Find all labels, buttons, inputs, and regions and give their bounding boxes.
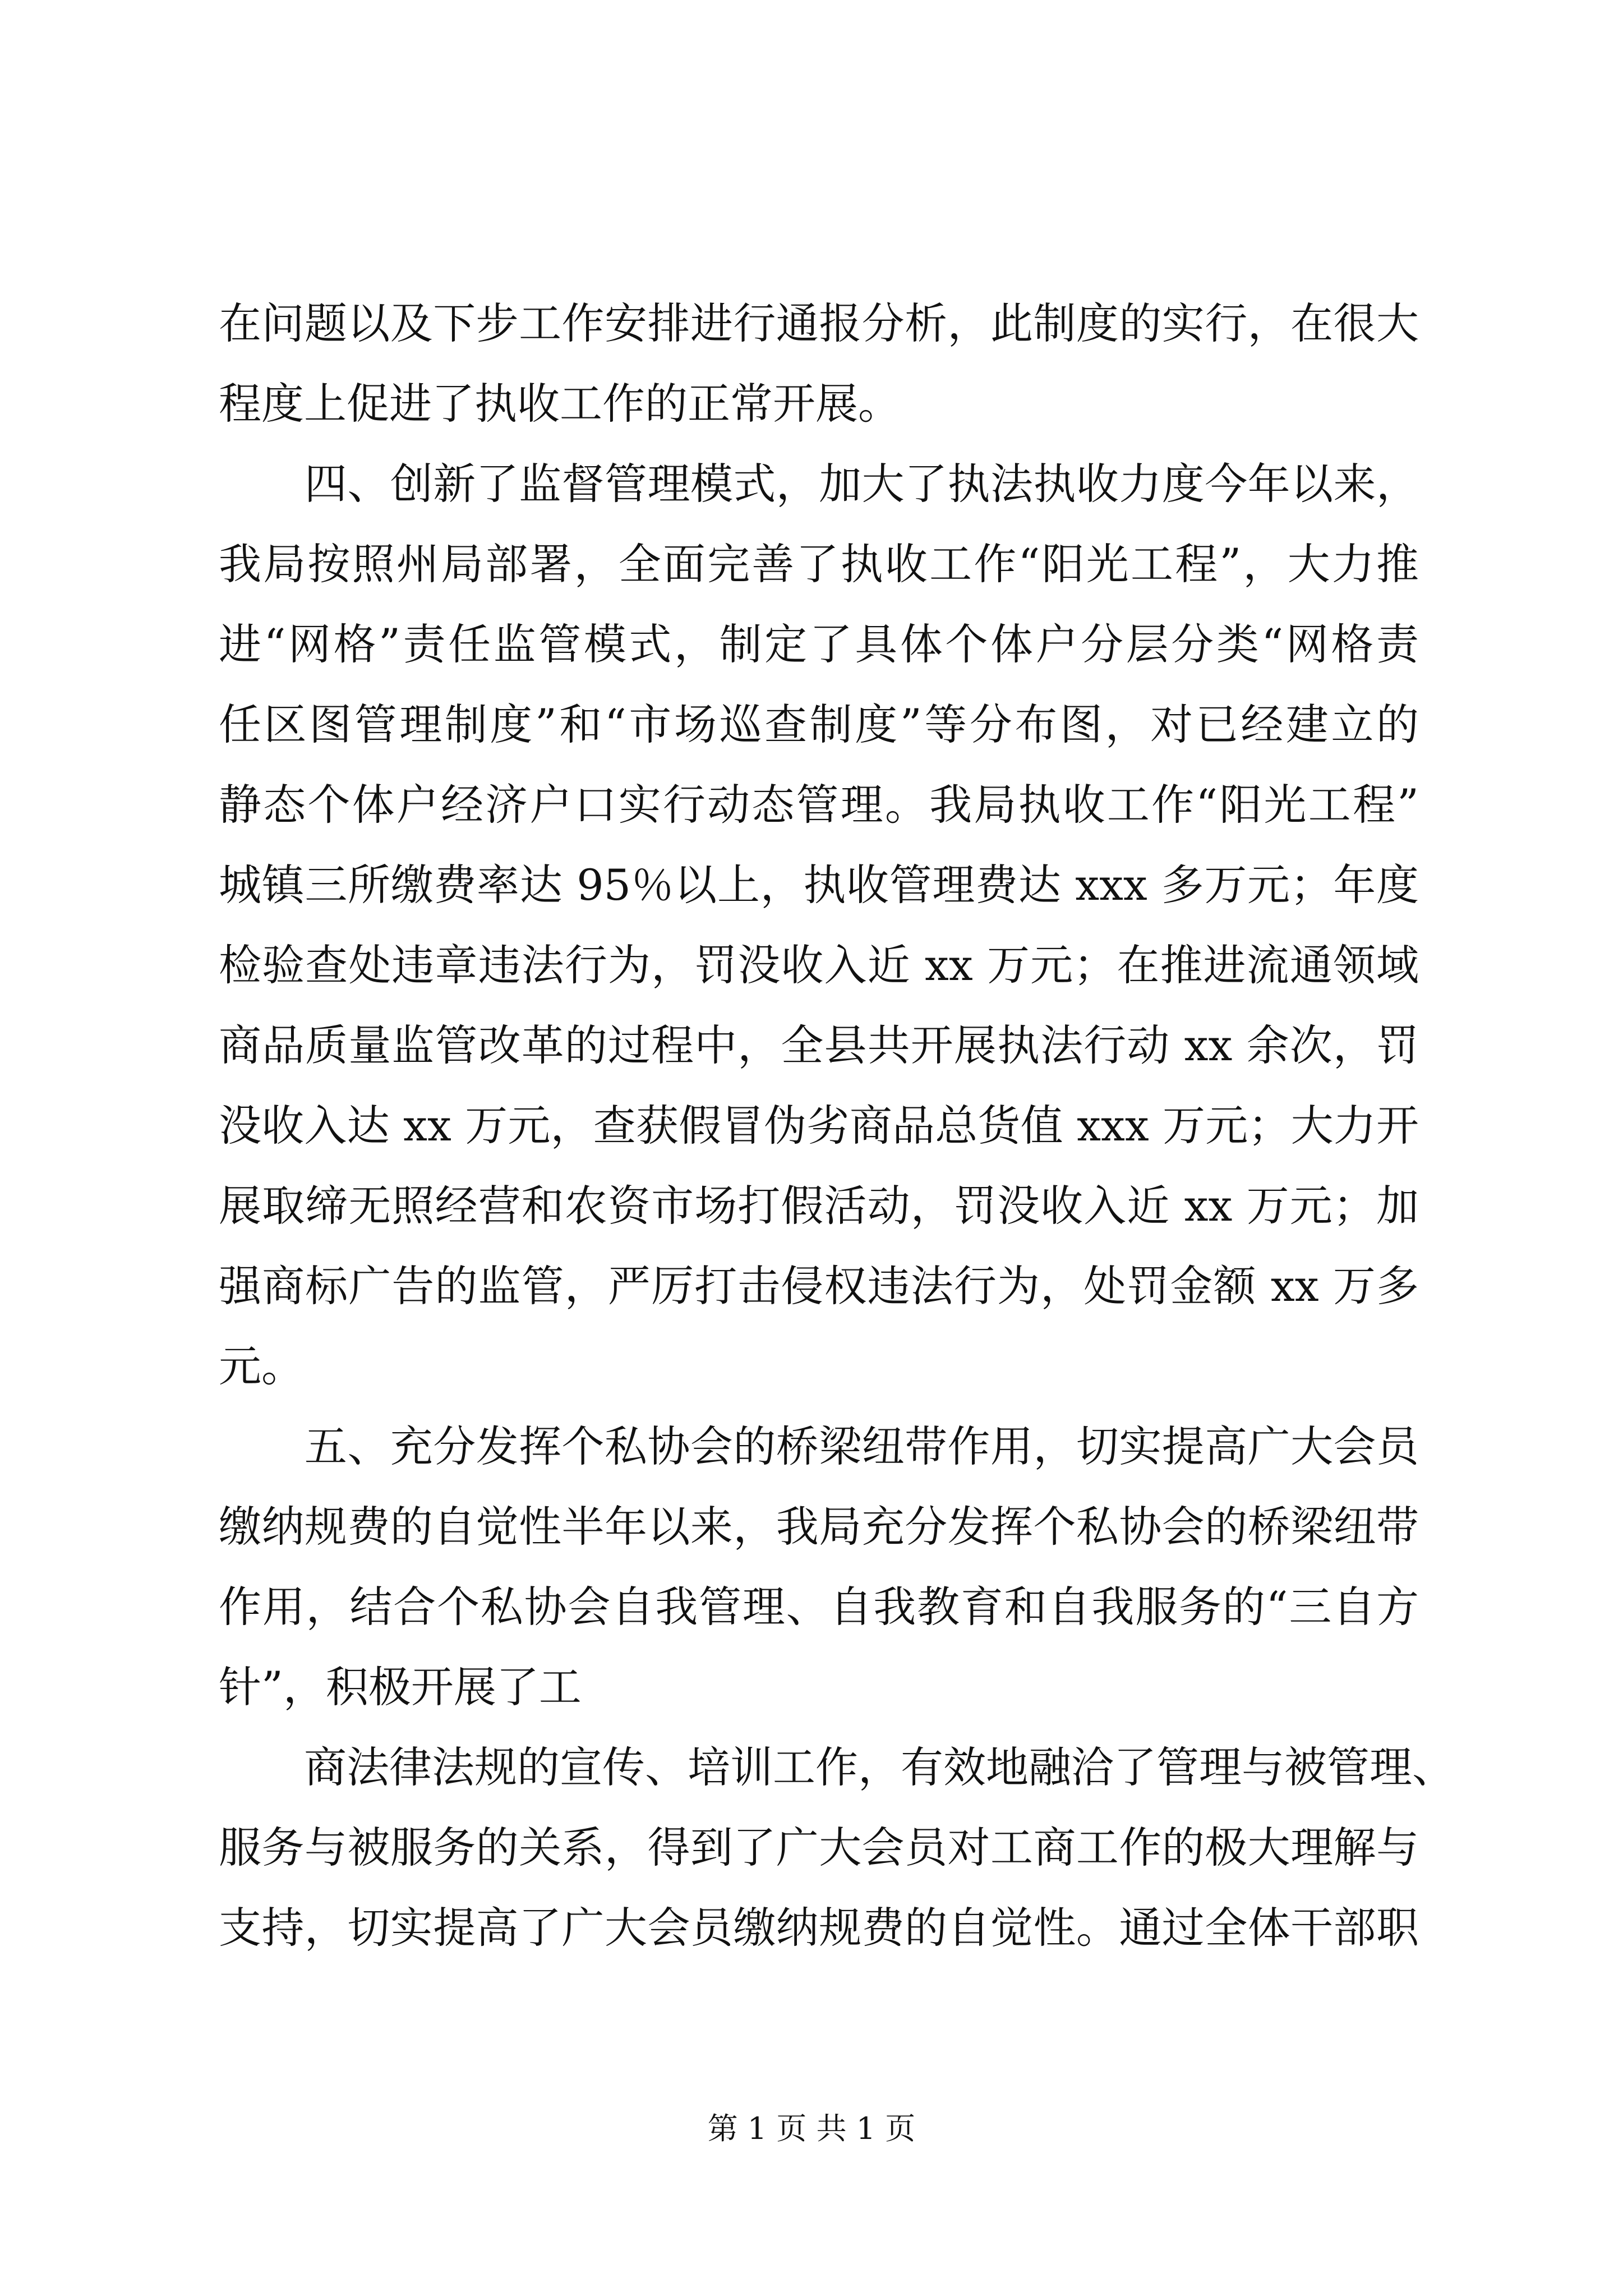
text-line: 四、创新了监督管理模式，加大了执法执收力度今年以来， xyxy=(219,459,1419,509)
text-line: 任区图管理制度”和“市场巡查制度”等分布图，对已经建立的 xyxy=(219,700,1419,749)
text-line: 没收入达 xx 万元，查获假冒伪劣商品总货值 xxx 万元；大力开 xyxy=(219,1101,1419,1151)
text-line: 在问题以及下步工作安排进行通报分析，此制度的实行，在很大 xyxy=(219,298,1419,348)
text-line: 商法律法规的宣传、培训工作，有效地融洽了管理与被管理、 xyxy=(219,1742,1455,1792)
text-line: 展取缔无照经营和农资市场打假活动，罚没收入近 xx 万元；加 xyxy=(219,1181,1419,1231)
document-body xyxy=(219,283,1455,1968)
text-line: 静态个体户经济户口实行动态管理。我局执收工作“阳光工程” xyxy=(219,780,1419,830)
text-line: 进“网格”责任监管模式，制定了具体个体户分层分类“网格责 xyxy=(219,619,1419,669)
text-line: 针”，积极开展了工 xyxy=(219,1662,582,1712)
text-line: 缴纳规费的自觉性半年以来，我局充分发挥个私协会的桥梁纽带 xyxy=(219,1502,1419,1552)
text-line: 五、充分发挥个私协会的桥梁纽带作用，切实提高广大会员 xyxy=(219,1421,1419,1471)
page-footer: 第 1 页 共 1 页 xyxy=(707,2111,916,2146)
text-line: 我局按照州局部署，全面完善了执收工作“阳光工程”，大力推 xyxy=(219,539,1419,589)
text-line: 元。 xyxy=(219,1341,304,1391)
text-line: 检验查处违章违法行为，罚没收入近 xx 万元；在推进流通领域 xyxy=(219,940,1419,990)
text-line: 服务与被服务的关系，得到了广大会员对工商工作的极大理解与 xyxy=(219,1823,1419,1872)
text-line: 支持，切实提高了广大会员缴纳规费的自觉性。通过全体干部职 xyxy=(219,1903,1419,1953)
text-line: 强商标广告的监管，严厉打击侵权违法行为，处罚金额 xx 万多 xyxy=(219,1261,1419,1311)
text-line: 程度上促进了执收工作的正常开展。 xyxy=(219,379,901,429)
text-line: 作用，结合个私协会自我管理、自我教育和自我服务的“三自方 xyxy=(219,1582,1419,1632)
text-line: 商品质量监管改革的过程中，全县共开展执法行动 xx 余次，罚 xyxy=(219,1020,1419,1070)
text-line: 城镇三所缴费率达 95％以上，执收管理费达 xxx 多万元；年度 xyxy=(219,860,1419,910)
